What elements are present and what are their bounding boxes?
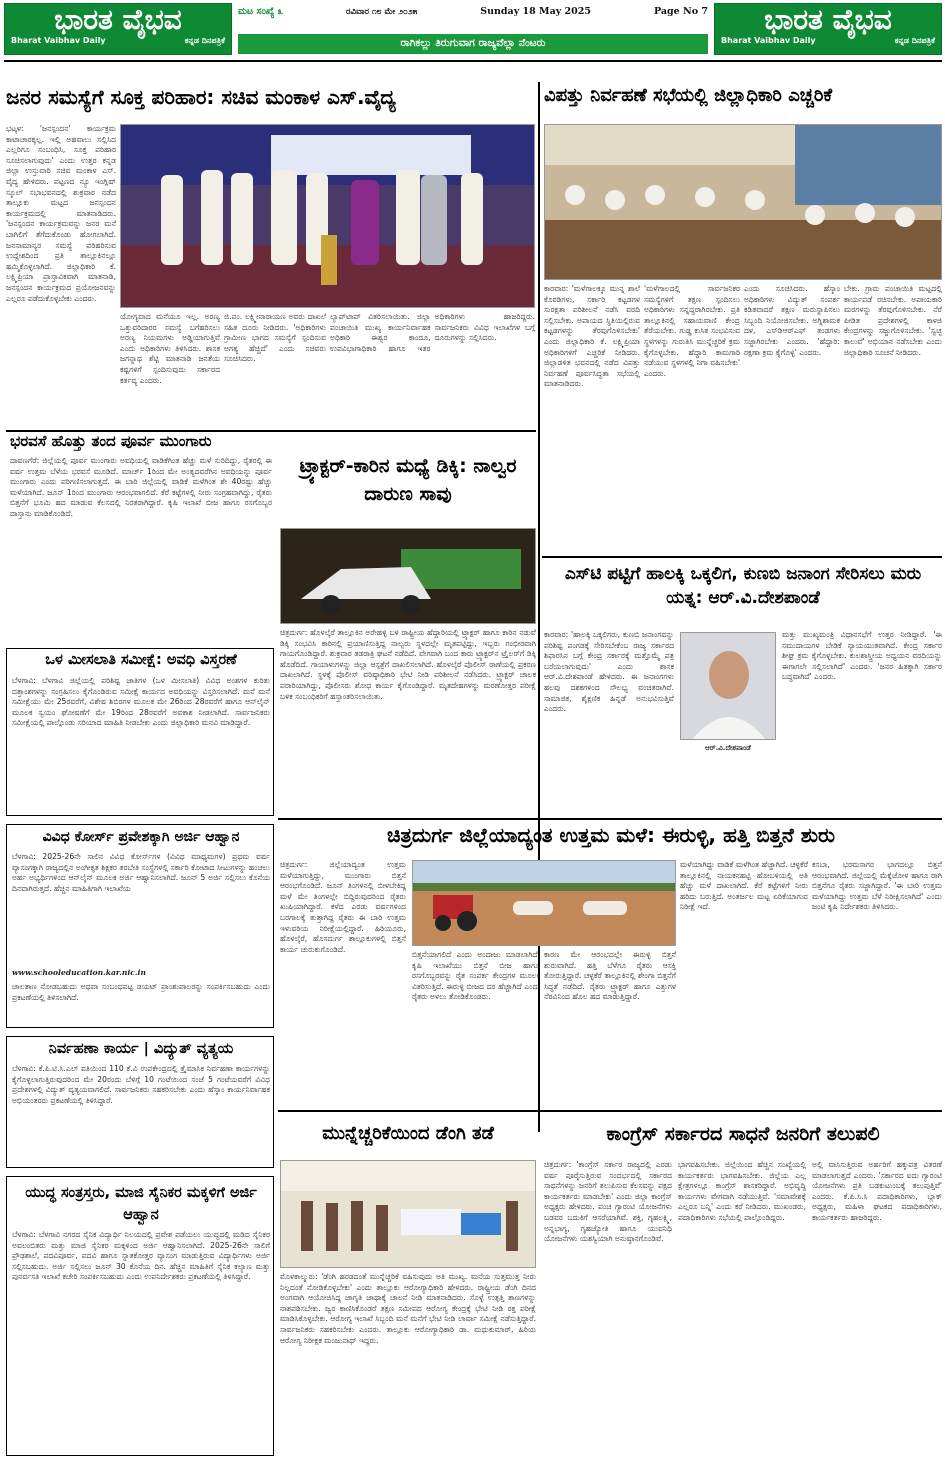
masthead-english: Bharat Vaibhav Daily	[11, 36, 106, 45]
article-a10-col2: ಬಿತ್ತನೆಯಾಗಲಿದೆ ಎಂದು ಅಂದಾಜು ಮಾಡಲಾಗಿದೆ. ಕೃಷಿ ಇಲಾಖೆಯು ಬಿತ್ತನೆ ಬೀಜ ಹಾಗೂ ರಸಗೊಬ್ಬರವನ್ನು ರೈತ ಸಂಪರ್ಕ ಕೇಂದ್ರಗಳ ಮೂಲಕ ವಿತರಿಸುತ್ತಿದೆ. ಈರುಳ್ಳಿ ಬೀಜದ ದರ ಹೆಚ್ಚಾಗಿದೆ ಎಂದು ರೈತರು ಅಳಲು ತೋಡಿಕೊಂಡರು.	[412, 950, 540, 1002]
headline-a4: ಟ್ರ್ಯಾಕ್ಟರ್-ಕಾರಿನ ಮಧ್ಯೆ ಡಿಕ್ಕಿ: ನಾಲ್ವರ ದಾರುಣ ಸಾವು	[299, 455, 517, 505]
masthead-tagline: ಕನ್ನಡ ದಿನಪತ್ರಿಕೆ	[184, 36, 225, 45]
article-a2-col4: ಬೇಕು. ಗ್ರಾಮ ಪಂಚಾಯಿತಿ ಮಟ್ಟದಲ್ಲಿ ಕಾರ್ಯಪಡೆ ರಚಿಸಬೇಕು. ಅಪಾಯಕಾರಿ ಮರಗಳನ್ನು ತೆರವುಗೊಳಿಸಬೇಕು. ನೆರೆ ಪೀಡಿತ ಪ್ರದೇಶಗಳಲ್ಲಿ ಕಾಳಜಿ ಕೇಂದ್ರಗಳನ್ನು ಸಜ್ಜುಗೊಳಿಸಬೇಕು. 'ಸ್ವಚ್ಛ ಕಾಲುವೆ' ಅಭಿಯಾನ ನಡೆಸಬೇಕು ಎಂದು ಜಿಲ್ಲಾಧಿಕಾರಿ ಸೂಚನೆ ನೀಡಿದರು.	[844, 284, 942, 357]
article-a6-text: ಬೆಳಗಾವಿ: ಬೆಳಗಾವಿ ಜಿಲ್ಲೆಯಲ್ಲಿ ಪರಿಶಿಷ್ಟ ಜಾತಿಗಳ (ಒಳ ಮೀಸಲಾತಿ) ವಿವಿಧ ಅಂಶಗಳ ಕುರಿತು ದತ್ತಾಂಶಗಳನ್ನು ಸಂಗ್ರಹಿಸಲು ಕೈಗೊಂಡಿರುವ ಸಮೀಕ್ಷೆ ಕಾರ್ಯದ ಅವಧಿಯನ್ನು ವಿಸ್ತರಿಸಲಾಗಿದೆ. ಮನೆ ಮನೆ ಸಮೀಕ್ಷೆಯು ಮೇ 25ರವರೆಗೆ, ವಿಶೇಷ ಶಿಬಿರಗಳ ಮೂಲಕ ಮೇ 26ರಿಂದ 28ರವರೆಗೆ ಹಾಗೂ ಆನ್‌ಲೈನ್ ಮೂಲಕ ಸ್ವಯಂ ಘೋಷಣೆಗೆ ಮೇ 19ರಿಂದ 28ರವರೆಗೆ ಅವಕಾಶ ನೀಡಲಾಗಿದೆ. ಸಾರ್ವಜನಿಕರು ಸಮೀಕ್ಷೆಯಲ್ಲಿ ಪಾಲ್ಗೊಂಡು ಸರಿಯಾದ ಮಾಹಿತಿ ನೀಡಬೇಕು ಎಂದು ಜಿಲ್ಲಾಧಿಕಾರಿ ಮನವಿ ಮಾಡಿದ್ದಾರೆ.	[12, 676, 270, 728]
masthead-title-right: ಭಾರತ ವೈಭವ	[764, 3, 892, 36]
masthead-english-right: Bharat Vaibhav Daily	[721, 36, 816, 45]
headline-a12: ಕಾಂಗ್ರೆಸ್ ಸರ್ಕಾರದ ಸಾಧನೆ ಜನರಿಗೆ ತಲುಪಲಿ	[606, 1123, 880, 1145]
headline-a10: ಚಿತ್ರದುರ್ಗ ಜಿಲ್ಲೆಯಾದ್ಯಂತ ಉತ್ತಮ ಮಳೆ: ಈರುಳ್ಳಿ, ಹತ್ತಿ ಬಿತ್ತನೆ ಶುರು	[387, 823, 835, 847]
issue-kannada-date: ರವಿವಾರ ೧೮ ಮೇ ೨೦೨೫	[346, 6, 418, 17]
article-a4-text: ಚಿತ್ರದುರ್ಗ: ಹೊಳಲ್ಕೆರೆ ತಾಲ್ಲೂಕಿನ ಅರೇಹಳ್ಳಿ ಬಳಿ ರಾಷ್ಟ್ರೀಯ ಹೆದ್ದಾರಿಯಲ್ಲಿ ಟ್ರ್ಯಾಕ್ಟರ್ ಹಾಗೂ ಕಾರಿನ ನಡುವೆ ಡಿಕ್ಕಿ ಸಂಭವಿಸಿ ಕಾರಿನಲ್ಲಿ ಪ್ರಯಾಣಿಸುತ್ತಿದ್ದ ನಾಲ್ವರು ಸ್ಥಳದಲ್ಲೇ ಮೃತಪಟ್ಟಿದ್ದು, ಇಬ್ಬರು ಗಂಭೀರವಾಗಿ ಗಾಯಗೊಂಡಿದ್ದಾರೆ. ಶುಕ್ರವಾರ ತಡರಾತ್ರಿ ಘಟನೆ ನಡೆದಿದೆ. ವೇಗವಾಗಿ ಬಂದ ಕಾರು ಟ್ರ್ಯಾಕ್ಟರ್‌ನ ಟ್ರೈಲರ್‌ಗೆ ಡಿಕ್ಕಿ ಹೊಡೆದಿದೆ. ಗಾಯಾಳುಗಳನ್ನು ಜಿಲ್ಲಾ ಆಸ್ಪತ್ರೆಗೆ ದಾಖಲಿಸಲಾಗಿದೆ. ಹೊಳಲ್ಕೆರೆ ಪೊಲೀಸ್ ಠಾಣೆಯಲ್ಲಿ ಪ್ರಕರಣ ದಾಖಲಾಗಿದೆ. ಸ್ಥಳಕ್ಕೆ ಪೊಲೀಸ್ ವರಿಷ್ಠಾಧಿಕಾರಿ ಭೇಟಿ ನೀಡಿ ಪರಿಶೀಲನೆ ನಡೆಸಿದರು. ಟ್ರ್ಯಾಕ್ಟರ್ ಚಾಲಕ ಪರಾರಿಯಾಗಿದ್ದು, ಪೊಲೀಸರು ಶೋಧ ಕಾರ್ಯ ಕೈಗೊಂಡಿದ್ದಾರೆ. ಮೃತದೇಹಗಳನ್ನು ಮರಣೋತ್ತರ ಪರೀಕ್ಷೆ ಬಳಿಕ ಸಂಬಂಧಿಕರಿಗೆ ಹಸ್ತಾಂತರಿಸಲಾಯಿತು.	[280, 628, 536, 701]
headline-a6: ಒಳ ಮೀಸಲಾತಿ ಸಮೀಕ್ಷೆ: ಅವಧಿ ವಿಸ್ತರಣೆ	[45, 652, 237, 668]
headline-a8: ನಿರ್ವಹಣಾ ಕಾರ್ಯ | ವಿದ್ಯುತ್ ವ್ಯತ್ಯಯ	[48, 1041, 234, 1057]
issue-banner: ರಾಗಿಕಲ್ಲು ತಿರುಗುವಾಗ ರಾಜ್ಯವೆಲ್ಲಾ ನೆಂಟರು	[238, 34, 708, 54]
accident-scene-image	[281, 529, 536, 624]
article-a12-col2: ಭಾಗವಹಿಸಬೇಕು. ಜಿಲ್ಲೆಯಿಂದ ಹೆಚ್ಚಿನ ಸಂಖ್ಯೆಯಲ್ಲಿ ಕಾರ್ಯಕರ್ತರು ಭಾಗವಹಿಸಬೇಕು. ಜಿಲ್ಲೆಯ ಎಲ್ಲ ಕ್ಷೇತ್ರಗಳಲ್ಲೂ ಕಾಂಗ್ರೆಸ್ ಶಾಸಕರಿದ್ದಾರೆ. ಅಭಿವೃದ್ಧಿ ಕಾರ್ಯಗಳು ವೇಗವಾಗಿ ನಡೆಯುತ್ತಿವೆ. 'ಸಮಾವೇಶಕ್ಕೆ ಎಲ್ಲರೂ ಬನ್ನಿ' ಎಂದು ಕರೆ ನೀಡಿದರು. ಮುಖಂಡರು, ಪದಾಧಿಕಾರಿಗಳು ಸಭೆಯಲ್ಲಿ ಪಾಲ್ಗೊಂಡಿದ್ದರು.	[678, 1160, 806, 1222]
article-a1-col3: ಜಿ.ಪಂ. ಲಕ್ಷ್ಮೀನಾರಾಯಣ ಅವರು ದಾಖಲೆ ಸಹಿತ ದೂರು ನೀಡಿದರು. 'ಅಧಿಕಾರಿಗಳು ಗ್ರಾಮೀಣ ಭಾಗದ ಸಮಸ್ಯೆಗೆ ಸ್ಪಂದಿಸುವ ಅಗತ್ಯ ಹೆಚ್ಚಿದೆ' ಎಂದು ಸಚಿವರು ಸೂಚಿಸಿದರು.	[224, 312, 326, 364]
article-a8-text: ಬೆಳಗಾವಿ: ಕೆ.ಪಿ.ಟಿ.ಸಿ.ಎಲ್ ವತಿಯಿಂದ 110 ಕೆ.ವಿ ಉಪಕೇಂದ್ರದಲ್ಲಿ ತ್ರೈಮಾಸಿಕ ನಿರ್ವಹಣಾ ಕಾರ್ಯಗಳನ್ನು ಕೈಗೊಳ್ಳಲಾಗುತ್ತಿರುವುದರಿಂದ ಮೇ 20ರಂದು ಬೆಳಿಗ್ಗೆ 10 ಗಂಟೆಯಿಂದ ಸಂಜೆ 5 ಗಂಟೆಯವರೆಗೆ ವಿವಿಧ ಪ್ರದೇಶಗಳಲ್ಲಿ ವಿದ್ಯುತ್ ವ್ಯತ್ಯಯವಾಗಲಿದೆ. ಸಾರ್ವಜನಿಕರು ಸಹಕರಿಸಬೇಕು ಎಂದು ಹೆಸ್ಕಾಂ ಕಾರ್ಯನಿರ್ವಾಹಕ ಅಭಿಯಂತರರು ಪ್ರಕಟಣೆಯಲ್ಲಿ ತಿಳಿಸಿದ್ದಾರೆ.	[12, 1064, 270, 1105]
issue-volume: ಮಟ ಸಂಖ್ಯೆ ೩	[238, 6, 284, 17]
headline-a3: ಭರವಸೆ ಹೊತ್ತು ತಂದ ಪೂರ್ವ ಮುಂಗಾರು	[10, 432, 212, 450]
article-a1-col1: ಭಟ್ಕಳ: 'ಜನಸ್ಪಂದನ' ಕಾರ್ಯಕ್ರಮ ಕಾಟಾಚಾರಕ್ಕಲ್ಲ. ಇಲ್ಲಿ ಅಹವಾಲು ಸಲ್ಲಿಸಿದ ಎಲ್ಲರಿಗೂ ಸಂಬಂಧಿಸಿ, ಸೂಕ್ತ ಪರಿಹಾರ ಸೂಚಿಸಲಾಗುವುದು' ಎಂದು ಉತ್ತರ ಕನ್ನಡ ಜಿಲ್ಲಾ ಉಸ್ತುವಾರಿ ಸಚಿವ ಮಂಕಾಳ ಎಸ್. ವೈದ್ಯ ಹೇಳಿದರು. ಪಟ್ಟಣದ ನ್ಯೂ ಇಂಗ್ಲಿಷ್ ಸ್ಕೂಲ್ ಸಭಾಭವನದಲ್ಲಿ ಶುಕ್ರವಾರ ನಡೆದ ತಾಲ್ಲೂಕು ಮಟ್ಟದ ಜನಸ್ಪಂದನ ಕಾರ್ಯಕ್ರಮದಲ್ಲಿ ಮಾತನಾಡಿದರು. 'ಜನಸ್ಪಂದನ ಕಾರ್ಯಕ್ರಮವನ್ನು ಜನರ ಮನೆ ಬಾಗಿಲಿಗೆ ತೆಗೆದುಕೊಂಡು ಹೋಗಲಾಗಿದೆ. ಜನಸಾಮಾನ್ಯರ ಸಮಸ್ಯೆ ಪರಿಹರಿಸುವ ಉದ್ದೇಶದಿಂದ ಪ್ರತಿ ತಾಲ್ಲೂಕಿನಲ್ಲೂ ಹಮ್ಮಿಕೊಳ್ಳಲಾಗಿದೆ. ಜಿಲ್ಲಾಧಿಕಾರಿ ಕೆ. ಲಕ್ಷ್ಮಿಪ್ರಿಯಾ ಪ್ರಾಸ್ತಾವಿಕವಾಗಿ ಮಾತನಾಡಿ, ಜನಸ್ಪಂದನ ಕಾರ್ಯಕ್ರಮದ ಪ್ರಯೋಜನವನ್ನು ಎಲ್ಲರೂ ಪಡೆದುಕೊಳ್ಳಬೇಕು ಎಂದರು.	[6, 124, 116, 303]
article-a2-col2: 'ಮಳೆಗಾಲದಲ್ಲಿ ಸಾರ್ವಜನಿಕರ ಸಮಸ್ಯೆಗಳಿಗೆ ತಕ್ಷಣ ಸ್ಪಂದಿಸಲು ಅಧಿಕಾರಿಗಳು ಸನ್ನದ್ಧರಾಗಿರಬೇಕು. ಪ್ರತಿ ತಾಲ್ಲೂಕಿನಲ್ಲಿ ಸಹಾಯವಾಣಿ ಕೇಂದ್ರ ತೆರೆಯಬೇಕು. ಗುಡ್ಡ ಕುಸಿತ ಸಂಭವಿಸುವ ಸ್ಥಳಗಳನ್ನು ಗುರುತಿಸಿ ಮುನ್ನೆಚ್ಚರಿಕೆ ಕ್ರಮ ಕೈಗೊಳ್ಳಬೇಕು. ಹೆದ್ದಾರಿ ಕಾಮಗಾರಿ ನಡೆಯುವ ಸ್ಥಳಗಳಲ್ಲಿ ನಿಗಾ ವಹಿಸಬೇಕು' ಎಂದರು.	[644, 284, 740, 378]
field-plough-image	[413, 861, 676, 946]
article-a12-col3: ಅಲ್ಲಿ ವಾಸಿಸುತ್ತಿರುವ ಅರ್ಹರಿಗೆ ಹಕ್ಕುಪತ್ರ ವಿತರಣೆ ಮಾಡಲಾಗುತ್ತದೆ ಎಂದರು. 'ಸರ್ಕಾರದ ಐದು ಗ್ಯಾರಂಟಿ ಯೋಜನೆಗಳು ಪ್ರತಿ ಬಡಕುಟುಂಬಕ್ಕೆ ತಲುಪುತ್ತಿವೆ' ಎಂದರು. ಕೆ.ಪಿ.ಸಿ.ಸಿ ಪದಾಧಿಕಾರಿಗಳು, ಬ್ಲಾಕ್ ಅಧ್ಯಕ್ಷರು, ಮಹಿಳಾ ಘಟಕದ ಪದಾಧಿಕಾರಿಗಳು, ಕಾರ್ಯಕರ್ತರು ಹಾಜರಿದ್ದರು.	[812, 1160, 942, 1222]
divider	[278, 1110, 942, 1112]
meeting-hall-image	[545, 125, 942, 280]
divider	[278, 818, 942, 820]
article-a3-text: ದಾವಣಗೆರೆ: ಜಿಲ್ಲೆಯಲ್ಲಿ ಪೂರ್ವ ಮುಂಗಾರು ಅವಧಿಯಲ್ಲಿ ವಾಡಿಕೆಗಿಂತ ಹೆಚ್ಚು ಮಳೆ ಸುರಿದಿದ್ದು, ರೈತರಲ್ಲಿ ಈ ವರ್ಷ ಉತ್ತಮ ಬೆಳೆಯ ಭರವಸೆ ಮೂಡಿದೆ. ಮಾರ್ಚ್ 1ರಿಂದ ಮೇ ಅಂತ್ಯದವರೆಗಿನ ಅವಧಿಯನ್ನು ಪೂರ್ವ ಮುಂಗಾರು ಎಂದು ಪರಿಗಣಿಸಲಾಗುತ್ತದೆ. ಈ ಬಾರಿ ಜಿಲ್ಲೆಯಲ್ಲಿ ವಾಡಿಕೆ ಮಳೆಗಿಂತ ಶೇ 40ರಷ್ಟು ಹೆಚ್ಚು ಮಳೆಯಾಗಿದೆ. ಜೂನ್ 1ರಿಂದ ಮುಂಗಾರು ಆರಂಭವಾಗಲಿದೆ. ಕೆರೆ ಕಟ್ಟೆಗಳಲ್ಲಿ ನೀರು ಸಂಗ್ರಹವಾಗಿದ್ದು, ರೈತರು ಬಿತ್ತನೆಗೆ ಭೂಮಿ ಹದ ಮಾಡುವ ಕೆಲಸದಲ್ಲಿ ನಿರತರಾಗಿದ್ದಾರೆ. ಕೃಷಿ ಇಲಾಖೆ ಬೀಜ ಹಾಗೂ ರಸಗೊಬ್ಬರ ದಾಸ್ತಾನು ಮಾಡಿಕೊಂಡಿದೆ.	[10, 456, 272, 518]
article-a10-col1: ಚಿತ್ರದುರ್ಗ: ಜಿಲ್ಲೆಯಾದ್ಯಂತ ಉತ್ತಮ ಮಳೆಯಾಗುತ್ತಿದ್ದು, ಮುಂಗಾರು ಬಿತ್ತನೆ ಆರಂಭಗೊಂಡಿದೆ. ಜೂನ್ ತಿಂಗಳಿನಲ್ಲಿ ಬೀಳಬೇಕಿದ್ದ ಮಳೆ ಮೇ ತಿಂಗಳಲ್ಲೇ ಬಿದ್ದಿರುವುದರಿಂದ ರೈತರು ಖುಷಿಯಾಗಿದ್ದಾರೆ. ಕಳೆದ ಎರಡು ವರ್ಷಗಳಿಂದ ಬರಗಾಲಕ್ಕೆ ತುತ್ತಾಗಿದ್ದ ರೈತರು ಈ ಬಾರಿ ಉತ್ತಮ ಇಳುವರಿಯ ನಿರೀಕ್ಷೆಯಲ್ಲಿದ್ದಾರೆ. ಹಿರಿಯೂರು, ಹೊಳಲ್ಕೆರೆ, ಹೊಸದುರ್ಗ ತಾಲ್ಲೂಕುಗಳಲ್ಲಿ ಬಿತ್ತನೆ ಕಾರ್ಯ ಚುರುಕುಗೊಂಡಿದೆ.	[280, 860, 406, 954]
event-stage-image	[121, 125, 535, 308]
article-a10-col3: ಕಾರಣ ಮೇ ಆರಂಭದಲ್ಲೇ ಈರುಳ್ಳಿ ಬಿತ್ತನೆ ಶುರುವಾಗಿದೆ. ಹತ್ತಿ ಬೆಳೆಗೂ ರೈತರು ಆಸಕ್ತಿ ತೋರುತ್ತಿದ್ದಾರೆ. ಚಳ್ಳಕೆರೆ ತಾಲ್ಲೂಕಿನಲ್ಲಿ ಶೇಂಗಾ ಬಿತ್ತನೆಗೆ ಸಿದ್ಧತೆ ನಡೆದಿದೆ. ರೈತರು ಟ್ರ್ಯಾಕ್ಟರ್ ಹಾಗೂ ಎತ್ತುಗಳ ನೆರವಿನಿಂದ ಹೊಲ ಹದ ಮಾಡುತ್ತಿದ್ದಾರೆ.	[544, 950, 676, 1002]
headline-a7: ವಿವಿಧ ಕೋರ್ಸ್ ಪ್ರವೇಶಕ್ಕಾಗಿ ಅರ್ಜಿ ಆಹ್ವಾನ	[42, 829, 240, 845]
page-number: Page No 7	[653, 6, 708, 17]
headline-a9: ಯುದ್ಧ ಸಂತ್ರಸ್ತರು, ಮಾಜಿ ಸೈನಿಕರ ಮಕ್ಕಳಿಗೆ ಅರ್ಜಿ ಆಹ್ವಾನ	[25, 1185, 257, 1223]
headline-a5: ಎಸ್‌ಟಿ ಪಟ್ಟಿಗೆ ಹಾಲಕ್ಕಿ ಒಕ್ಕಲಿಗ, ಕುಣಬಿ ಜನಾಂಗ ಸೇರಿಸಲು ಮರು ಯತ್ನ: ಆರ್.ವಿ.ದೇಶಪಾಂಡೆ	[564, 564, 922, 608]
photo-a4-accident	[280, 528, 536, 624]
masthead-right	[714, 3, 942, 55]
article-a5-col1: ಕಾರವಾರ: 'ಹಾಲಕ್ಕಿ ಒಕ್ಕಲಿಗರು, ಕುಣಬಿ ಜನಾಂಗವನ್ನು ಪರಿಶಿಷ್ಟ ಪಂಗಡಕ್ಕೆ ಸೇರಿಸಬೇಕೆಂಬ ರಾಜ್ಯ ಸರ್ಕಾರದ ಶಿಫಾರಸಿನ ಬಗ್ಗೆ ಕೇಂದ್ರ ಸರ್ಕಾರಕ್ಕೆ ಮತ್ತೊಮ್ಮೆ ಪತ್ರ ಬರೆಯಲಾಗುವುದು' ಎಂದು ಶಾಸಕ ಆರ್.ವಿ.ದೇಶಪಾಂಡೆ ಹೇಳಿದರು. ಈ ಜನಾಂಗಗಳು ಹಲವು ದಶಕಗಳಿಂದ ಸೌಲಭ್ಯ ವಂಚಿತರಾಗಿವೆ. ಸಾಮಾಜಿಕ, ಶೈಕ್ಷಣಿಕ ಹಿನ್ನಡೆ ಅನುಭವಿಸುತ್ತಿವೆ ಎಂದರು.	[544, 630, 674, 714]
photo-a10-field	[412, 860, 676, 946]
article-a12-col1: ಚಿತ್ರದುರ್ಗ: 'ಕಾಂಗ್ರೆಸ್ ಸರ್ಕಾರ ರಾಜ್ಯದಲ್ಲಿ ಎರಡು ವರ್ಷ ಪೂರೈಸುತ್ತಿರುವ ಸಂದರ್ಭದಲ್ಲಿ ಸರ್ಕಾರದ ಸಾಧನೆಗಳನ್ನು ಜನರಿಗೆ ತಲುಪಿಸುವ ಕೆಲಸವನ್ನು ಪಕ್ಷದ ಕಾರ್ಯಕರ್ತರು ಮಾಡಬೇಕು' ಎಂದು ಜಿಲ್ಲಾ ಕಾಂಗ್ರೆಸ್ ಅಧ್ಯಕ್ಷರು ಹೇಳಿದರು. ಪಂಚ ಗ್ಯಾರಂಟಿ ಯೋಜನೆಗಳು ಬಡವರ ಬದುಕಿಗೆ ಆಸರೆಯಾಗಿವೆ. ಶಕ್ತಿ, ಗೃಹಲಕ್ಷ್ಮಿ, ಅನ್ನಭಾಗ್ಯ, ಗೃಹಜ್ಯೋತಿ ಹಾಗೂ ಯುವನಿಧಿ ಯೋಜನೆಗಳು ಯಶಸ್ವಿಯಾಗಿ ಅನುಷ್ಠಾನಗೊಂಡಿವೆ.	[544, 1160, 672, 1244]
article-a7-text: ಬೆಳಗಾವಿ: 2025-26ನೇ ಸಾಲಿನ ವಿವಿಧ ಕೋರ್ಸ್‌ಗಳ (ವಿವಿಧ ಮಾಧ್ಯಮಗಳ) ಪ್ರಥಮ ವರ್ಷ ವ್ಯಾಸಂಗಕ್ಕಾಗಿ ರಾಜ್ಯದಲ್ಲಿನ ಅಂಗೀಕೃತ ಶಿಕ್ಷಕರ ತರಬೇತಿ ಸಂಸ್ಥೆಗಳಲ್ಲಿ ಸರ್ಕಾರಿ ಕೋಟಾದ ಸೀಟುಗಳನ್ನು ಹಂಚಲು ಅರ್ಹ ಅಭ್ಯರ್ಥಿಗಳಿಂದ ಆನ್‌ಲೈನ್ ಮೂಲಕ ಅರ್ಜಿ ಆಹ್ವಾನಿಸಲಾಗಿದೆ. ಜೂನ್ 5 ಅರ್ಜಿ ಸಲ್ಲಿಸಲು ಕೊನೆಯ ದಿನವಾಗಿರುತ್ತದೆ. ಹೆಚ್ಚಿನ ಮಾಹಿತಿಗಾಗಿ ಇಲಾಖೆಯ	[12, 852, 270, 893]
issue-info	[238, 6, 708, 17]
article-a1-col2: ಯೋಗ್ಯವಾದ ಮನೆಯೂ ಇಲ್ಲ. ಅರಣ್ಯ ಒತ್ತುವರಿದಾರರ ಸಮಸ್ಯೆ ಬಗೆಹರಿಸಲು ಅರಣ್ಯ ನಿಯಮಗಳು ಅಡ್ಡಿಯಾಗುತ್ತಿವೆ ಎಂದು ಅಧಿಕಾರಿಗಳು ತಿಳಿಸಿದರು. ಶಾಸಕ ಜಗನ್ನಾಥ ಶೆಟ್ಟಿ ಮಾತನಾಡಿ ಜನತೆಯ ಕಷ್ಟಗಳಿಗೆ ಸ್ಪಂದಿಸುವುದು ಸರ್ಕಾರದ ಕರ್ತವ್ಯ ಎಂದರು.	[120, 312, 220, 385]
article-a9-text: ಬೆಳಗಾವಿ: ಬೆಳಗಾವಿ ನಗರದ ಸೈನಿಕ ವಿದ್ಯಾರ್ಥಿ ನಿಲಯದಲ್ಲಿ ಪ್ರವೇಶ ಪಡೆಯಲು ಯುದ್ಧದಲ್ಲಿ ಮಡಿದ ಸೈನಿಕರ ಅವಲಂಬಿತರು ಮತ್ತು ಮಾಜಿ ಸೈನಿಕರ ಮಕ್ಕಳಿಂದ ಅರ್ಜಿ ಆಹ್ವಾನಿಸಲಾಗಿದೆ. 2025-26ನೇ ಸಾಲಿಗೆ ಪ್ರೌಢಶಾಲೆ, ಪದವಿಪೂರ್ವ, ಪದವಿ ಹಾಗೂ ಸ್ನಾತಕೋತ್ತರ ವ್ಯಾಸಂಗ ಮಾಡುತ್ತಿರುವ ವಿದ್ಯಾರ್ಥಿಗಳು ಅರ್ಜಿ ಸಲ್ಲಿಸಬಹುದು. ಅರ್ಜಿ ಸಲ್ಲಿಸಲು ಜೂನ್ 30 ಕೊನೆಯ ದಿನ. ಹೆಚ್ಚಿನ ಮಾಹಿತಿಗೆ ಸೈನಿಕ ಕಲ್ಯಾಣ ಮತ್ತು ಪುನರ್ವಸತಿ ಇಲಾಖೆ ಕಚೇರಿ ಸಂಪರ್ಕಿಸಬಹುದು ಎಂದು ಉಪನಿರ್ದೇಶಕರು ಪ್ರಕಟಣೆಯಲ್ಲಿ ತಿಳಿಸಿದ್ದಾರೆ.	[12, 1230, 270, 1282]
article-a7-text2: ಜಾಲತಾಣ ನೋಡಬಹುದು ಅಥವಾ ಸಂಬಂಧಪಟ್ಟ ಡಯಟ್ ಪ್ರಾಂಶುಪಾಲರನ್ನು ಸಂಪರ್ಕಿಸಬಹುದು ಎಂದು ಪ್ರಕಟಣೆಯಲ್ಲಿ ತಿಳಿಸಲಾಗಿದೆ.	[12, 982, 270, 1002]
article-a7-website: www.schooleducation.kar.nic.in	[12, 968, 146, 977]
photo-a5-portrait	[680, 632, 776, 740]
article-a10-col4: ಮಳೆಯಾಗಿದ್ದು ವಾಡಿಕೆ ಮಳೆಗಿಂತ ಹೆಚ್ಚಾಗಿದೆ. ಚಳ್ಳಕೆರೆ ತಾಲ್ಲೂಕಿನಲ್ಲಿ ನಾಯಕನಹಟ್ಟಿ ಹೋಬಳಿಯಲ್ಲಿ ಅತಿ ಹೆಚ್ಚು ಮಳೆ ದಾಖಲಾಗಿದೆ. ಕೆರೆ ಕಟ್ಟೆಗಳಿಗೆ ನೀರು ಹರಿದು ಬರುತ್ತಿದೆ. ಅಂತರ್ಜಲ ಮಟ್ಟ ಏರಿಕೆಯಾಗುವ ನಿರೀಕ್ಷೆ ಇದೆ.	[680, 860, 808, 912]
headline-a2: ವಿಪತ್ತು ನಿರ್ವಹಣೆ ಸಭೆಯಲ್ಲಿ ಜಿಲ್ಲಾಧಿಕಾರಿ ಎಚ್ಚರಿಕೆ	[544, 85, 833, 106]
masthead-left	[4, 3, 232, 55]
article-a5-col3: ಮತ್ತು ಮುಖ್ಯಮಂತ್ರಿ ವಿಧಾನಸಭೆಗೆ ಉತ್ತರ ನೀಡಿದ್ದಾರೆ. 'ಈ ಸಮುದಾಯಗಳ ಬೇಡಿಕೆ ನ್ಯಾಯಯುತವಾಗಿದೆ. ಕೇಂದ್ರ ಸರ್ಕಾರ ಶೀಘ್ರ ಕ್ರಮ ಕೈಗೊಳ್ಳಬೇಕು. ಕುಲಶಾಸ್ತ್ರೀಯ ಅಧ್ಯಯನ ವರದಿಯನ್ನು ಈಗಾಗಲೇ ಸಲ್ಲಿಸಲಾಗಿದೆ' ಎಂದರು. 'ಜನರ ಹಿತಕ್ಕಾಗಿ ಸರ್ಕಾರ ಬದ್ಧವಾಗಿದೆ' ಎಂದರು.	[782, 630, 942, 682]
photo-a11-rally	[280, 1160, 536, 1268]
headline-a11: ಮುನ್ನೆಚ್ಚರಿಕೆಯಿಂದ ಡೆಂಗಿ ತಡೆ	[322, 1123, 494, 1144]
top-rule	[4, 60, 942, 62]
article-a1-col4: ಲ್ಯಾಪ್‌ಟಾಪ್ ವಿತರಿಸಲಾಯಿತು. ಜಿಲ್ಲಾ ಪಂಚಾಯಿತಿ ಮುಖ್ಯ ಕಾರ್ಯನಿರ್ವಾಹಕ ಅಧಿಕಾರಿ ಈಶ್ವರ ಕಾಂದೂ, ಉಪವಿಭಾಗಾಧಿಕಾರಿ ಹಾಗೂ ಇತರ ಅಧಿಕಾರಿಗಳು ಹಾಜರಿದ್ದರು. ಸಾರ್ವಜನಿಕರು ವಿವಿಧ ಇಲಾಖೆಗಳ ಬಗ್ಗೆ ದೂರುಗಳನ್ನು ಸಲ್ಲಿಸಿದರು.	[330, 312, 535, 353]
divider	[542, 556, 942, 558]
photo-a5-caption: ಆರ್.ವಿ.ದೇಶಪಾಂಡೆ	[705, 744, 751, 752]
article-a11-text: ಮೊಳಕಾಲ್ಮುರು: 'ಡೆಂಗಿ ಹರಡದಂತೆ ಮುನ್ನೆಚ್ಚರಿಕೆ ವಹಿಸುವುದು ಅತಿ ಮುಖ್ಯ. ಮನೆಯ ಸುತ್ತಮುತ್ತ ನೀರು ನಿಲ್ಲದಂತೆ ನೋಡಿಕೊಳ್ಳಬೇಕು' ಎಂದು ತಾಲ್ಲೂಕು ಆರೋಗ್ಯಾಧಿಕಾರಿ ಹೇಳಿದರು. ರಾಷ್ಟ್ರೀಯ ಡೆಂಗಿ ದಿನದ ಅಂಗವಾಗಿ ಆಯೋಜಿಸಿದ್ದ ಜಾಗೃತಿ ಜಾಥಾಕ್ಕೆ ಚಾಲನೆ ನೀಡಿ ಮಾತನಾಡಿದರು. ಸೊಳ್ಳೆ ಉತ್ಪತ್ತಿ ತಾಣಗಳನ್ನು ನಾಶಪಡಿಸಬೇಕು. ಜ್ವರ ಕಾಣಿಸಿಕೊಂಡರೆ ತಕ್ಷಣ ಸಮೀಪದ ಆರೋಗ್ಯ ಕೇಂದ್ರಕ್ಕೆ ಭೇಟಿ ನೀಡಿ ರಕ್ತ ಪರೀಕ್ಷೆ ಮಾಡಿಸಿಕೊಳ್ಳಬೇಕು. ಆರೋಗ್ಯ ಇಲಾಖೆ ಸಿಬ್ಬಂದಿ ಮನೆ ಮನೆಗೆ ಭೇಟಿ ನೀಡಿ ಲಾರ್ವಾ ಸಮೀಕ್ಷೆ ನಡೆಸುತ್ತಿದ್ದಾರೆ. ಸಾರ್ವಜನಿಕರು ಸಹಕರಿಸಬೇಕು ಎಂದರು. ತಾಲ್ಲೂಕು ಆರೋಗ್ಯಾಧಿಕಾರಿ ಡಾ. ಮಧುಕುಮಾರ್, ಹಿರಿಯ ಆರೋಗ್ಯ ನಿರೀಕ್ಷಕ ಮಂಜುನಾಥ್ ಇದ್ದರು.	[280, 1272, 536, 1345]
photo-a2-meeting	[544, 124, 942, 280]
article-a2-col3: ಎಂದು ಸೂಚಿಸಿದರು. ಹೆಸ್ಕಾಂ ಅಧಿಕಾರಿಗಳು ವಿದ್ಯುತ್ ಸಂಪರ್ಕ ಕಡಿತವಾದರೆ ತಕ್ಷಣ ಮರುಸ್ಥಾಪಿಸಲು ಸಿಬ್ಬಂದಿ ನಿಯೋಜಿಸಬೇಕು. ಅಗ್ನಿಶಾಮಕ ದಳ, ಎಸ್‌ಡಿಆರ್‌ಎಫ್ ತಂಡಗಳು ಸಜ್ಜಾಗಿರಬೇಕು ಎಂದರು. 'ಹೆದ್ದಾರಿ: ರಕ್ಷಣಾ ಕ್ರಮ ಕೈಗೊಳ್ಳಿ' ಎಂದರು.	[744, 284, 840, 357]
photo-a1-event	[120, 124, 535, 308]
issue-date: Sunday 18 May 2025	[480, 6, 592, 17]
awareness-rally-image	[281, 1161, 536, 1268]
headline-a1: ಜನರ ಸಮಸ್ಯೆಗೆ ಸೂಕ್ತ ಪರಿಹಾರ: ಸಚಿವ ಮಂಕಾಳ ಎಸ್.ವೈದ್ಯ	[6, 85, 396, 109]
masthead-title: ಭಾರತ ವೈಭವ	[54, 3, 182, 36]
masthead-tagline-right: ಕನ್ನಡ ದಿನಪತ್ರಿಕೆ	[894, 36, 935, 45]
portrait-image	[681, 633, 776, 740]
article-a2-col1: ಕಾರವಾರ: 'ಮಳೆಗಾಲಕ್ಕೂ ಮುನ್ನ ಶಾಲೆ ಕೊಠಡಿಗಳು, ಸರ್ಕಾರಿ ಕಟ್ಟಡಗಳ ಸುರಕ್ಷತಾ ಪರಿಶೀಲನೆ ನಡೆಸಿ ವರದಿ ಸಲ್ಲಿಸಬೇಕು. ಅಪಾಯದ ಸ್ಥಿತಿಯಲ್ಲಿರುವ ಕಟ್ಟಡಗಳನ್ನು ತೆರವುಗೊಳಿಸಬೇಕು' ಎಂದು ಜಿಲ್ಲಾಧಿಕಾರಿ ಕೆ. ಲಕ್ಷ್ಮಿಪ್ರಿಯಾ ಅಧಿಕಾರಿಗಳಿಗೆ ಎಚ್ಚರಿಕೆ ನೀಡಿದರು. ಜಿಲ್ಲಾಡಳಿತ ಭವನದಲ್ಲಿ ನಡೆದ ವಿಪತ್ತು ನಿರ್ವಹಣೆ ಪೂರ್ವಸಿದ್ಧತಾ ಸಭೆಯಲ್ಲಿ ಮಾತನಾಡಿದರು.	[544, 284, 640, 389]
article-a10-col5: ಕಸಬಾ, ಭರಮಸಾಗರ ಭಾಗದಲ್ಲೂ ಬಿತ್ತನೆ ಆರಂಭವಾಗಿದೆ. ಜಿಲ್ಲೆಯಲ್ಲಿ ಮೆಕ್ಕೆಜೋಳ ಹಾಗೂ ರಾಗಿ ಬಿತ್ತನೆಗೂ ರೈತರು ಸಜ್ಜಾಗಿದ್ದಾರೆ. 'ಈ ಬಾರಿ ಉತ್ತಮ ಮಳೆಯಾಗಿದ್ದು ಉತ್ತಮ ಬೆಳೆ ನಿರೀಕ್ಷಿಸಲಾಗಿದೆ' ಎಂದು ಜಂಟಿ ಕೃಷಿ ನಿರ್ದೇಶಕರು ತಿಳಿಸಿದರು.	[812, 860, 942, 912]
